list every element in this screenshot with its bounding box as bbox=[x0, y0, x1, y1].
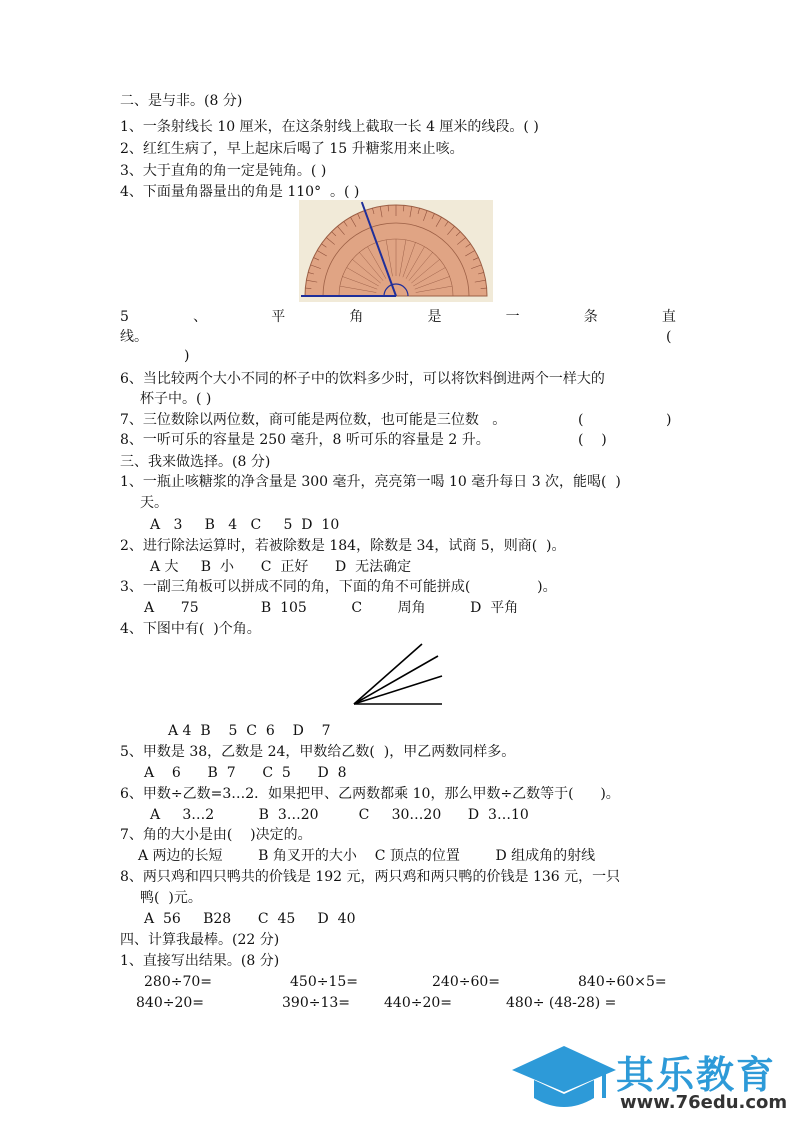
mc-question-5: 5、甲数是 38，乙数是 24，甲数给乙数( )，甲乙两数同样多。 bbox=[120, 744, 516, 760]
mc-question-7-options: A 两边的长短 B 角叉开的大小 C 顶点的位置 D 组成角的射线 bbox=[138, 848, 596, 864]
tf-question-1: 1、一条射线长 10 厘米，在这条射线上截取一长 4 厘米的线段。( ) bbox=[120, 119, 539, 135]
mc-question-4: 4、下图中有( )个角。 bbox=[120, 621, 261, 637]
mc-question-6: 6、甲数÷乙数=3…2．如果把甲、乙两数都乘 10，那么甲数÷乙数等于( )。 bbox=[120, 786, 620, 802]
tf-question-5-paren-close: ) bbox=[184, 348, 190, 364]
tf-question-5-line2: 线。 bbox=[120, 329, 148, 345]
mc-question-8-line2: 鸭( )元。 bbox=[140, 890, 202, 906]
tf-question-4: 4、下面量角器量出的角是 110° 。( ) bbox=[120, 184, 360, 200]
tf-question-8-paren: ( ) bbox=[578, 432, 607, 448]
mc-question-6-options: A 3…2 B 3…20 C 30…20 D 3…10 bbox=[150, 807, 529, 823]
calc-item: 840÷60×5= bbox=[578, 974, 667, 990]
tf-question-6-line1: 6、当比较两个大小不同的杯子中的饮料多少时，可以将饮料倒进两个一样大的 bbox=[120, 371, 605, 387]
calc-item: 840÷20= bbox=[136, 995, 204, 1011]
angle-rays-figure bbox=[350, 640, 450, 708]
protractor-image bbox=[299, 200, 493, 302]
tf-question-2: 2、红红生病了，早上起床后喝了 15 升糖浆用来止咳。 bbox=[120, 141, 464, 157]
q5-word: 是 bbox=[427, 309, 442, 325]
tf-question-6-line2: 杯子中。( ) bbox=[140, 391, 212, 407]
brand-logo bbox=[508, 1040, 788, 1115]
mc-question-1-line1: 1、一瓶止咳糖浆的净含量是 300 毫升，亮亮第一喝 10 毫升每日 3 次，能喝( ) bbox=[120, 474, 621, 490]
mc-question-3: 3、一副三角板可以拼成不同的角，下面的角不可能拼成( )。 bbox=[120, 579, 557, 595]
tf-question-7-paren-close: ) bbox=[666, 412, 672, 428]
q5-word: 、 bbox=[193, 309, 208, 325]
calc-item: 440÷20= bbox=[384, 995, 452, 1011]
mc-question-8-options: A 56 B28 C 45 D 40 bbox=[144, 911, 356, 927]
calc-item: 390÷13= bbox=[282, 995, 350, 1011]
mc-question-4-options: A 4 B 5 C 6 D 7 bbox=[168, 723, 331, 739]
q5-word: 一 bbox=[505, 309, 520, 325]
mc-question-7: 7、角的大小是由( )决定的。 bbox=[120, 827, 312, 843]
tf-question-5-line1 bbox=[120, 308, 676, 326]
mc-question-2: 2、进行除法运算时，若被除数是 184，除数是 34，试商 5，则商( )。 bbox=[120, 538, 566, 554]
logo-name: 其乐教育 bbox=[616, 1053, 777, 1097]
section-heading-calculation: 四、计算我最棒。(22 分) bbox=[120, 932, 280, 948]
mc-question-1-line2: 天。 bbox=[140, 495, 168, 511]
calc-item: 280÷70= bbox=[144, 974, 212, 990]
q5-word: 直 bbox=[661, 309, 676, 325]
mc-question-8-line1: 8、两只鸡和四只鸭共的价钱是 192 元，两只鸡和两只鸭的价钱是 136 元，一只 bbox=[120, 869, 621, 885]
section-heading-true-false: 二、是与非。(8 分) bbox=[120, 93, 243, 109]
q5-word: 角 bbox=[349, 309, 364, 325]
calc-item: 450÷15= bbox=[290, 974, 358, 990]
tf-question-7-paren-open: ( bbox=[578, 412, 584, 428]
section-heading-choice: 三、我来做选择。(8 分) bbox=[120, 454, 271, 470]
tf-question-5-paren-open: ( bbox=[666, 329, 672, 345]
mc-question-1-options: A 3 B 4 C 5 D 10 bbox=[150, 517, 340, 533]
tf-question-8: 8、一听可乐的容量是 250 毫升，8 听可乐的容量是 2 升。 bbox=[120, 432, 490, 448]
mc-question-5-options: A 6 B 7 C 5 D 8 bbox=[144, 765, 347, 781]
tf-question-3: 3、大于直角的角一定是钝角。( ) bbox=[120, 163, 327, 179]
angle-ray bbox=[354, 656, 438, 704]
q5-word: 平 bbox=[271, 309, 286, 325]
logo-url: www.76edu.com bbox=[620, 1092, 788, 1113]
calc-subheading-1: 1、直接写出结果。(8 分) bbox=[120, 953, 280, 969]
angle-ray bbox=[354, 676, 442, 704]
q5-word: 5 bbox=[120, 309, 129, 325]
calc-item: 240÷60= bbox=[432, 974, 500, 990]
q5-word: 条 bbox=[583, 309, 598, 325]
angle-ray bbox=[354, 644, 422, 704]
calc-item: 480÷ (48-28) = bbox=[506, 995, 617, 1011]
graduation-cap-icon bbox=[508, 1040, 618, 1115]
mc-question-2-options: A 大 B 小 C 正好 D 无法确定 bbox=[150, 559, 412, 575]
tf-question-7: 7、三位数除以两位数，商可能是两位数，也可能是三位数 。 bbox=[120, 412, 507, 428]
mc-question-3-options: A 75 B 105 C 周角 D 平角 bbox=[144, 600, 519, 616]
